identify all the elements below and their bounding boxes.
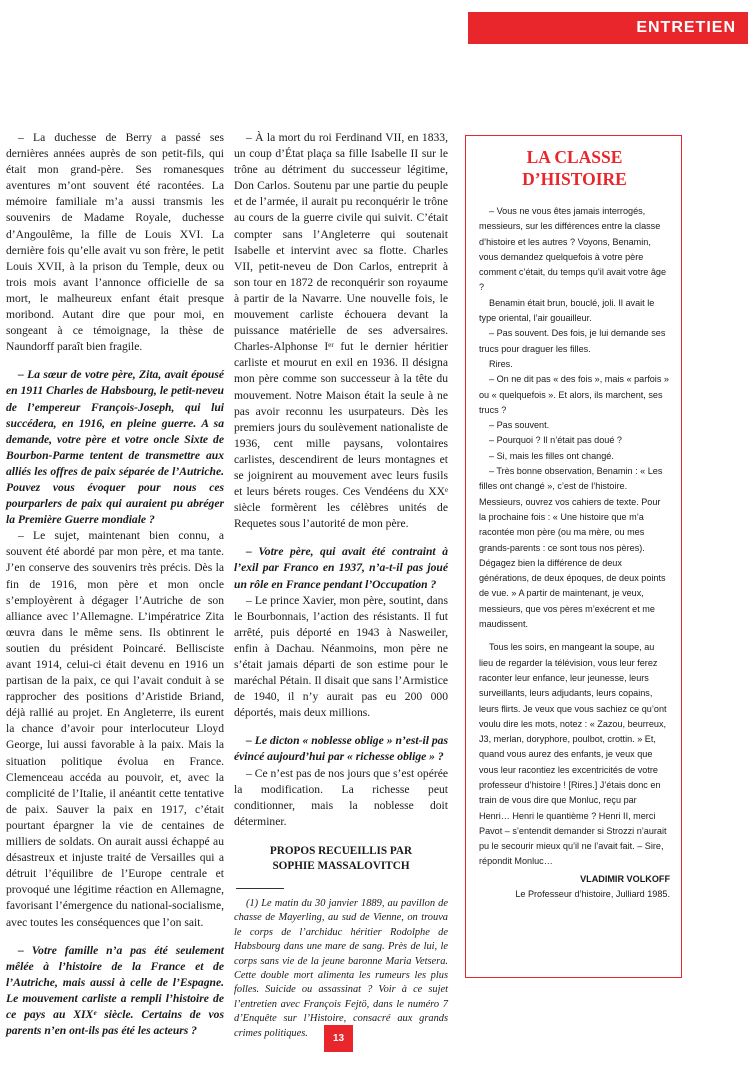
sidebar-title [479,146,670,190]
interview-question: – Votre père, qui avait été contraint à l’exil par Franco en 1937, n’a-t-il pas joué un rôle en France pendant l’Occupation ? [234,545,448,591]
section-label: ENTRETIEN [636,19,736,36]
sidebar-paragraph: – Pas souvent. [489,420,550,431]
sidebar-paragraph: – Pourquoi ? Il n’était pas doué ? [489,435,622,446]
interview-answer: – Le prince Xavier, mon père, soutint, dans le Bourbonnais, l’action des résistants. Il fut arrêté, puis déporté en 1943 à Nasweiler, enfin à Dachau. Néanmoins, mon père ne s’était jamais départi de son estime pour le maréchal Pétain. Il disait que sans l’Armistice de 1940, il n’y aurait pas eu 200 000 déportés, mais deux millions. [234,593,448,720]
interview-question: – Votre famille n’a pas été seulement mêlée à l’histoire de la France et de l’Autriche, mais aussi à celle de l’Espagne. Le mouvement carliste a rempli l’histoire de ce pays au XIXᵉ siècle. Certains de vos parents n’en ont-ils pas été les acteurs ? [6,943,224,1038]
interview-answer: – Le sujet, maintenant bien connu, a souvent été abordé par mon père, et ma tante. J’en conserve des souvenirs très précis. Dès la fin de 1916, mon père et mon oncle s’employèrent à dégager l’Autriche de son alliance avec l’Allemagne. L’impératrice Zita œuvra dans le même sens. Ils obtinrent le soutien du président Poincaré. Bellisciste avant 1914, celui-ci était devenu en 1916 un partisan de la paix, ce qui l’avait conduit à se rapprocher des positions d’Aristide Briand, déjà rallié au projet. En Angleterre, ils eurent la chance d’avoir pour interlocuteur Lloyd George, lui aussi favorable à la paix. Mais la situation politique évolua en France. Clemenceau accéda au pouvoir, et, avec la complicité de l’Italie, il anéantit cette tentative de paix. Sauver la paix en 1917, c’était pourtant épargner la vie de centaines de milliers de soldats. On aurait aussi échappé au désastreux et injuste traité de Versailles qui a détruit l’équilibre de l’Europe centrale et provoqué une légitime réaction en Allemagne, favorisant l’émergence du national-socialisme, avec toutes les conséquences que l’on sait. [6,529,224,929]
sidebar-text [479,204,670,870]
sidebar-paragraph: – Pas souvent. Des fois, je lui demande ses trucs pour draguer les filles. [479,328,666,354]
sidebar-box [465,135,682,978]
sidebar-title-line-2: D’HISTOIRE [522,169,627,189]
footnote: (1) Le matin du 30 janvier 1889, au pavillon de chasse de Mayerling, au sud de Vienne, on trouva le corps de l’archiduc héritier Rodolphe de Habsbourg dans une mare de sang. Près de lui, le corps sans vie de la jeune baronne Maria Vetsera. Cette double mort alimenta les rumeurs les plus folles. Suicide ou assassinat ? Voir à ce sujet l’entretien avec François Fejtö, dans le numéro 7 d’Enquête sur l’Histoire, consacré aux grands crimes politiques. [234,897,448,1039]
credit-line-2: SOPHIE MASSALOVITCH [272,859,410,872]
article-column-1 [0,130,224,1039]
interview-credit [234,844,448,874]
sidebar-paragraph: – Vous ne vous êtes jamais interrogés, messieurs, sur les différences entre la classe d’histoire et les autres ? Voyons, Benamin, vous demandez quelquefois à votre père comment c’était, du temps qu’il avait votre âge ? [479,206,667,293]
sidebar-source: Le Professeur d’histoire, Julliard 1985. [515,888,670,899]
sidebar-paragraph: – On ne dit pas « des fois », mais « parfois » ou « quelquefois ». Et alors, ils marchent, ses trucs ? [479,374,669,415]
sidebar-paragraph: Benamin était brun, bouclé, joli. Il avait le type oriental, l’air gouailleur. [479,297,655,324]
sidebar-signature: VLADIMIR VOLKOFF [580,873,670,884]
sidebar-paragraph: Rires. [489,358,513,369]
sidebar-paragraph: – Très bonne observation, Benamin : « Les filles ont changé », c’est de l’histoire. Messieurs, ouvrez vos cahiers de texte. Pour la prochaine fois : « Une histoire que m’a racontée mon père (ou ma mère, ou mes grands-parents : ce sont tous nos pères). Dégagez bien la différence de deux générations, de deux époques, de deux points de vue. » A partir de maintenant, je veux, messieurs, que vos pères m’exécrent et me maudissent. [479,466,666,630]
page-number-label: 13 [332,1033,345,1044]
interview-answer: – Ce n’est pas de nos jours que s’est opérée la modification. La richesse peut conditionner, mais la noblesse doit déterminer. [234,766,448,828]
section-tab [468,12,748,44]
sidebar-paragraph: – Si, mais les filles ont changé. [489,450,614,461]
interview-answer: – À la mort du roi Ferdinand VII, en 1833, un coup d’État plaça sa fille Isabelle II sur le trône au détriment du successeur légitime, Don Carlos. Soutenu par une partie du peuple et de l’armée, il aurait pu reconquérir le trône au cours de la guerre civile qui suivit. C’était compter sans l’Angleterre qui soutenait Isabelle et intervint avec sa flotte. Charles VII, petit-neveu de Don Carlos, entreprit à son tour en 1872 de reconquérir son royaume à partir de la Navarre. Une nouvelle fois, le mouvement carliste échouera devant la puissance matérielle de ses adversaires. Charles-Alphonse Iᵉʳ fut le dernier héritier carliste et mourut en exil en 1936. Il désigna mon père comme son successeur à la tête du mouvement. Notre Maison était la seule à ne pas avoir reconnu les usurpateurs. Dès les premiers jours du soulèvement nationaliste de 1936, cent mille paysans, volontaires carlistes, descendirent de leurs montagnes et se joignirent au mouvement avec leurs fusils et leurs bérets rouges. Ces Vendéens du XXᵉ siècle formèrent les célèbres unités de Requetes sous l’autorité de mon père. [234,131,448,531]
interview-answer: – La duchesse de Berry a passé ses dernières années auprès de son petit-fils, qui était mon grand-père. Ses romanesques aventures m’ont souvent été racontées. La mémoire familiale m’a aussi transmis les souvenirs de Madame Royale, duchesse d’Angoulême, la fille de Louis XVI. La dernière fois qu’elle avait vu son frère, le petit Louis XVII, à la prison du Temple, deux ou trois mois avant l’annonce officielle de sa mort, le malheureux enfant était presque moribond. Autant dire que pour moi, en songeant à ce témoignage, la thèse de Naundorff paraît bien fragile. [6,131,224,354]
credit-line-1: PROPOS RECUEILLIS PAR [269,844,413,857]
interview-question: – Le dicton « noblesse oblige » n’est-il pas évincé aujourd’hui par « richesse oblige » ? [234,734,448,764]
sidebar-paragraph: Tous les soirs, en mangeant la soupe, au lieu de regarder la télévision, vous leur ferez raconter leur enfance, leur jeunesse, leurs surveillants, leurs adjudants, leurs copains, leurs flirts. Je veux que vous sachiez ce qu’ont voulu dire les mots, notez : « Zazou, beurreux, J3, merlan, doryphore, poulbot, crottin. » Et, quand vous aurez des enfants, je veux que vous leur racontiez les excentricités de votre professeur d’histoire ! [Rires.] J’étais donc en train de vous dire que Monluc, reçu par Henri… Henri le quantième ? Henri II, merci Pavot – s’entendit demander si Strozzi n’aurait pu le secourir mieux qu’il ne l’avait fait. – Sire, répondit Monluc… [479,642,667,867]
footnote-divider [236,888,284,889]
page-number [324,1025,353,1052]
article-column-2 [234,130,448,1041]
sidebar-title-line-1: LA CLASSE [526,147,623,167]
interview-question: – La sœur de votre père, Zita, avait épousé en 1911 Charles de Habsbourg, le petit-neveu de l’empereur François-Joseph, qui lui succédera, en 1916, en pleine guerre. A sa demande, votre père et votre oncle Sixte de Bourbon-Parme tentent de transmettre aux alliés les offres de paix séparée de l’Autriche. Pouvez vous évoquer pour nous ces pourparlers de paix qui auraient pu abréger la Première Guerre mondiale ? [6,368,224,527]
